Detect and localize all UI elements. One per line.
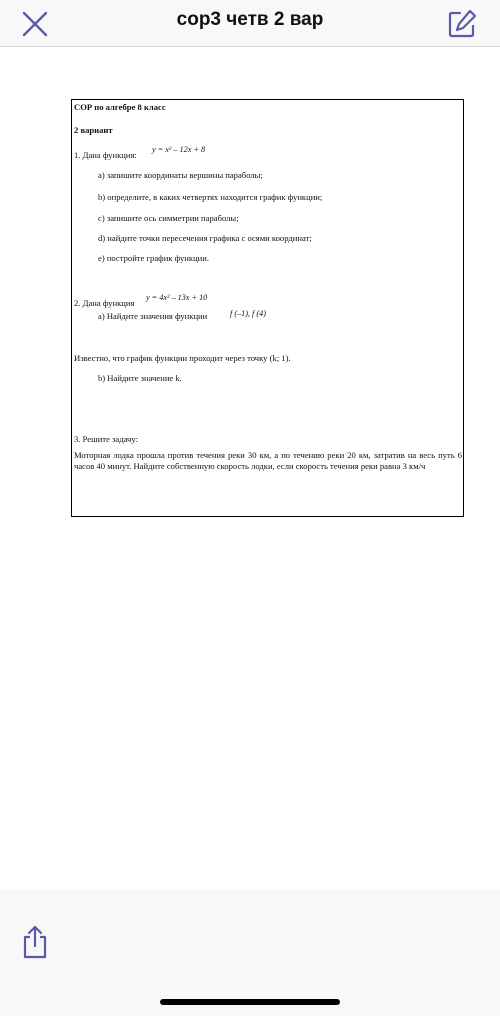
edit-button[interactable] (444, 6, 480, 42)
task1-formula: y = x² – 12x + 8 (152, 145, 206, 154)
task1-item-d: d) найдите точки пересечения графика с осями координат; (98, 233, 312, 243)
task1-item-a: a) запишите координаты вершины параболы; (98, 170, 263, 180)
task1-label: 1. Дана функция: (74, 150, 137, 160)
page-title: сор3 четв 2 вар (176, 9, 324, 30)
task2-item-a: a) Найдите значения функции (98, 311, 208, 321)
task1-item-e: e) постройте график функции. (98, 253, 210, 263)
doc-heading: СОР по алгебре 8 класс (74, 102, 166, 112)
task2-condition: Известно, что график функции проходит через точку (k; 1). (74, 353, 291, 363)
home-indicator (160, 999, 340, 1005)
task1-item-c: c) запишите ось симметрии параболы; (98, 213, 239, 223)
edit-icon (444, 6, 480, 42)
task3-label: 3. Решите задачу: (74, 434, 138, 444)
bottom-toolbar (0, 890, 500, 1016)
task2-item-a-formula: f (–1), f (4) (230, 309, 266, 318)
task2-item-b: b) Найдите значение k. (98, 373, 182, 383)
share-button[interactable] (20, 924, 50, 960)
task2-label: 2. Дана функция (74, 298, 135, 308)
document-page (71, 99, 464, 517)
task1-item-b: b) определите, в каких четвертях находится график функции; (98, 192, 323, 202)
top-bar (0, 0, 500, 46)
share-icon (20, 924, 50, 960)
document-viewer[interactable] (0, 47, 500, 890)
task3-text: Моторная лодка прошла против течения реки 30 км, а по течению реки 20 км, затратив на весь путь 6 часов 40 минут. Найдите собственную скорость лодки, если скорость течения реки равна 3 км/ч (74, 450, 462, 471)
doc-variant: 2 вариант (74, 125, 113, 135)
task2-formula: y = 4x² – 13x + 10 (146, 293, 208, 302)
